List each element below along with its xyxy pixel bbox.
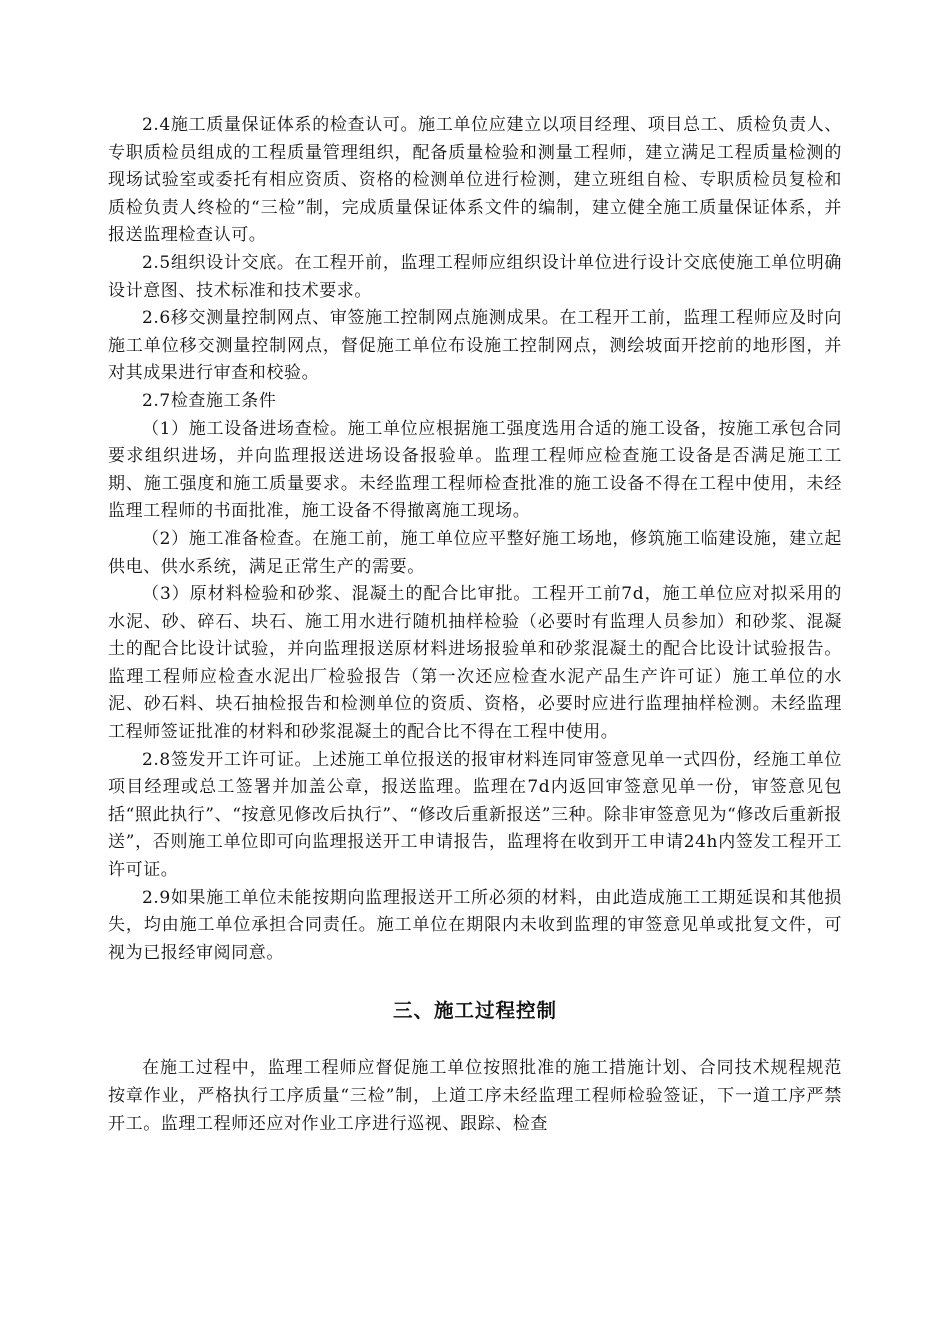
- paragraph-2-9: 2.9如果施工单位未能按期向监理报送开工所必须的材料，由此造成施工工期延误和其他损失，均由施工单位承担合同责任。施工单位在期限内未收到监理的审签意见单或批复文件，可视为已报经审阅同意。: [108, 887, 842, 963]
- section-heading: 三、施工过程控制: [392, 999, 557, 1023]
- paragraph-3-intro: 在施工过程中，监理工程师应督促施工单位按照批准的施工措施计划、合同技术规程规范按章作业，严格执行工序质量“三检”制，上道工序未经监理工程师检验签证，下一道工序严禁开工。监理工程师还应对作业工序进行巡视、跟踪、检查: [108, 1058, 842, 1134]
- paragraph-2-7-2: （2）施工准备检查。在施工前，施工单位应平整好施工场地，修筑施工临建设施，建立起供电、供水系统，满足正常生产的需要。: [108, 528, 842, 577]
- document-body: [108, 112, 842, 1138]
- paragraph-2-6: 2.6移交测量控制网点、审签施工控制网点施测成果。在工程开工前，监理工程师应及时向施工单位移交测量控制网点，督促施工单位布设施工控制网点，测绘坡面开挖前的地形图，并对其成果进行审查和校验。: [108, 308, 842, 384]
- paragraph-2-7: 2.7检查施工条件: [142, 390, 277, 411]
- paragraph-2-5: 2.5组织设计交底。在工程开前，监理工程师应组织设计单位进行设计交底使施工单位明确设计意图、技术标准和技术要求。: [108, 252, 842, 301]
- paragraph-2-7-1: （1）施工设备进场查检。施工单位应根据施工强度选用合适的施工设备，按施工承包合同要求组织进场，并向监理报送进场设备报验单。监理工程师应检查施工设备是否满足施工工期、施工强度和施工质量要求。未经监理工程师检查批准的施工设备不得在工程中使用，未经监理工程师的书面批准，施工设备不得撤离施工现场。: [108, 418, 842, 522]
- paragraph-2-7-3: （3）原材料检验和砂浆、混凝土的配合比审批。工程开工前7d，施工单位应对拟采用的水泥、砂、碎石、块石、施工用水进行随机抽样检验（必要时有监理人员参加）和砂浆、混凝土的配合比设计试验，并向监理报送原材料进场报验单和砂浆混凝土的配合比设计试验报告。监理工程师应检查水泥出厂检验报告（第一次还应检查水泥产品生产许可证）施工单位的水泥、砂石料、块石抽检报告和检测单位的资质、资格，必要时应进行监理抽样检测。未经监理工程师签证批准的材料和砂浆混凝土的配合比不得在工程中使用。: [108, 584, 842, 743]
- paragraph-2-4: 2.4施工质量保证体系的检查认可。施工单位应建立以项目经理、项目总工、质检负责人、专职质检员组成的工程质量管理组织，配备质量检验和测量工程师，建立满足工程质量检测的现场试验室或委托有相应资质、资格的检测单位进行检测，建立班组自检、专职质检员复检和质检负责人终检的“三检”制，完成质量保证体系文件的编制，建立健全施工质量保证体系，并报送监理检查认可。: [108, 115, 842, 246]
- paragraph-2-8: 2.8签发开工许可证。上述施工单位报送的报审材料连同审签意见单一式四份，经施工单位项目经理或总工签署并加盖公章，报送监理。监理在7d内返回审签意见单一份，审签意见包括“照此执行”、“按意见修改后执行”、“修改后重新报送”三种。除非审签意见为“修改后重新报送”，否则施工单位即可向监理报送开工申请报告，监理将在收到开工申请24h内签发工程开工许可证。: [108, 749, 842, 881]
